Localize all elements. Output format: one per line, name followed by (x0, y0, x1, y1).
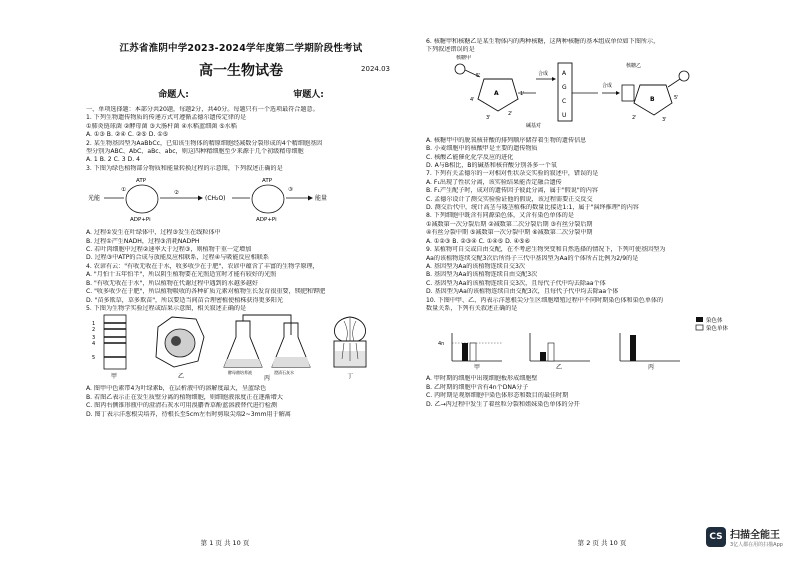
q5-option-b: B. 若图乙表示正在发生质壁分离的植物细胞，则细胞液浓度正在逐渐增大 (86, 393, 283, 401)
q6-option-a: A. 核糖甲中的脱氧核苷酸的排列顺序储存着生物的遗传信息 (426, 136, 587, 144)
reviewer-label: 审题人: (293, 90, 324, 100)
q2-stem-1: 2. 某生物基因型为AaBbCc，已知该生物体的精原细胞经减数分裂形成的4个精细胞基因 (86, 139, 323, 147)
step-1-label: ① (121, 187, 126, 194)
arrow-head-right (616, 91, 620, 95)
step-3-label: ③ (288, 187, 293, 194)
q6-nucleotide-diagram (426, 55, 746, 133)
cycle-2-top (252, 185, 284, 199)
onion-lines (344, 318, 356, 341)
flask-right-liquid (272, 357, 310, 367)
energy-label: 能量 (315, 195, 328, 203)
setter-label: 命题人: (158, 90, 189, 100)
fig-bing-label: 丙 (264, 375, 271, 382)
q3-option-d: D. 过程③中ATP的合成与放能反应相联系，过程④与吸能反应相联系 (86, 254, 269, 262)
adp-label-1: ADP+Pi (130, 217, 151, 224)
q6-stem (426, 38, 754, 55)
band-number-4: 4 (92, 341, 96, 348)
q5-option-c: C. 图丙右侧锥形瓶中的澄清石灰水可用溴麝香草酚蓝溶液替代进行检测 (86, 402, 277, 410)
q8-stem: 8. 下列细胞中既含有同源染色体，又含有染色单体的是 (426, 212, 574, 220)
legend-swatch-chromatid (696, 325, 703, 330)
section-heading: 一、单项选择题：本部分共20题，每题2分，共40分。每题只有一个选项最符合题意。 (86, 106, 319, 113)
q8-items-2: ④有丝分裂中期 ⑤减数第一次分裂中期 ⑥减数第二次分裂中期 (426, 229, 593, 237)
legend-chromatid: 染色单体 (706, 326, 729, 333)
light-label: 光能 (88, 195, 101, 203)
sugar-b-letter: B (650, 95, 655, 103)
left-4prime: 4' (470, 96, 475, 103)
q5-experiment-figure (86, 313, 396, 381)
right-page-footer: 第 2 页 共 10 页 (577, 539, 627, 547)
atp-label-2: ATP (262, 178, 273, 185)
scanner-tagline: 3亿人都在用的扫描App (730, 542, 783, 548)
band-number-3: 3 (92, 335, 96, 342)
bar-yi-chromatid (548, 343, 554, 361)
q5-stem: 5. 下图为生物学实验过程或结果示意图，相关叙述正确的是 (86, 304, 247, 312)
phosphate-right (679, 71, 689, 81)
q3-stem: 3. 下图为绿色植物部分物质和能量转换过程的示意图，下列叙述正确的是 (86, 164, 283, 172)
bar-bing-chromosome (630, 335, 636, 361)
cell-nucleus (171, 336, 181, 346)
q9-stem-1: 9. 某植物可自交或自由交配，在不考虑生物突变和自然选择的情况下，下列可使基因型为 (426, 246, 666, 254)
cycle-2-bottom (252, 199, 284, 213)
sugar-label: (CH₂O) (205, 195, 226, 203)
q7-option-d: D. 测交后代中，统计高茎与矮茎植株的数量比接近1:1，属于"演绎推理"的内容 (426, 204, 639, 212)
base-1: A (562, 69, 567, 77)
atp-label-1: ATP (136, 178, 147, 185)
q7-option-a: A. F₁出现了性状分离，该实验结果能否定融合遗传 (426, 178, 562, 186)
q9-stem-2: Aa的该植物连续交配3次后所得子三代中基因型为Aa的个体所占比例为2/9的是 (426, 254, 639, 262)
adp-label-2: ADP+Pi (256, 217, 277, 224)
legend-swatch-chromosome (696, 317, 703, 322)
q10-options (426, 375, 754, 409)
fig-ding-label: 丁 (347, 373, 354, 381)
step-2-label: ② (174, 190, 179, 197)
left-2prime: 2' (508, 110, 513, 117)
arrow-head-1 (198, 196, 203, 201)
q10-option-b: B. 乙时期的细胞中含有4n个DNA分子 (426, 383, 529, 391)
scanner-watermark (706, 526, 783, 548)
q10-stem-1: 10. 下图中甲、乙、丙表示洋葱根尖分生区细胞增殖过程中不同时期染色体和染色单体的 (426, 296, 664, 304)
scanner-text (730, 526, 783, 548)
q7-option-c: C. 孟德尔设计了测交实验验证他的假说，该过程需要正交反交 (426, 195, 593, 203)
sugar-b-caption: 核糖乙 (626, 62, 642, 69)
right-3prime: 3' (662, 116, 667, 123)
base-pair-label: 碱基对 (526, 122, 542, 129)
sugar-a-letter: A (494, 89, 499, 97)
synth-label: 合成 (538, 70, 549, 77)
flask-left-liquid (224, 359, 262, 367)
scanner-app-name: 扫描全能王 (730, 530, 780, 541)
label-yi: 乙 (556, 364, 563, 372)
scanner-logo-icon: CS (706, 527, 726, 547)
q10-option-a: A. 甲时期的细胞中出现细胞板形成细胞壁 (426, 375, 538, 383)
label-bing: 丙 (648, 364, 655, 372)
exam-title-text: 高一生物试卷 (199, 63, 283, 79)
q3-option-a: A. 过程①发生在叶绿体中，过程③发生在线粒体中 (86, 229, 221, 237)
questions-1-3 (86, 106, 396, 173)
q6-option-d: D. A与B相比，B的碱基和核苷酸分别各多一个氧 (426, 162, 557, 170)
cycle-1-top (126, 185, 158, 199)
left-page-footer: 第 1 页 共 10 页 (200, 539, 250, 547)
q3-option-b: B. 过程①产生NADH，过程③消耗NADPH (86, 237, 200, 245)
questions-6-10 (426, 137, 754, 314)
q2-options: A. 1 B. 2 C. 3 D. 4 (86, 156, 141, 164)
phosphate-bond-right (668, 79, 680, 87)
fig-jia-label: 甲 (111, 373, 118, 381)
band-number-2: 2 (92, 327, 96, 334)
base-box-right (622, 85, 634, 101)
school-title: 江苏省淮阴中学2023-2024学年度第二学期阶段性考试 (119, 43, 363, 54)
q1-items: ①肺炎链球菌 ②酵母菌 ③大肠杆菌 ④水稻蓝细菌 ⑤水稻 (86, 122, 237, 130)
arrow-head-2 (308, 196, 313, 201)
bar-yi-chromosome (540, 352, 546, 361)
q4-stem: 4. 农谚有云："有收无收在于水，收多收少在于肥"，农谚中蕴含了丰富的生物学原理， (86, 262, 319, 270)
q6-stem-1: 6. 核糖甲和核糖乙是某生物体内的两种核糖，这两种核糖的基本组成单位如下图所示， (426, 38, 660, 45)
left-3prime: 3' (486, 114, 491, 121)
q10-option-d: D. 乙→丙过程中发生了着丝粒分裂和姐妹染色单体的分开 (426, 400, 580, 408)
q6-option-c: C. 核酸乙能催化化学反应的进化 (426, 153, 514, 161)
q3-energy-diagram (86, 173, 396, 225)
q3-option-c: C. 若叶肉细胞中过程②速率大于过程③，则植物干重一定增加 (86, 246, 252, 254)
q9-option-b: B. 基因型为Aa的该植物连续自由交配3次 (426, 271, 538, 279)
author-row (86, 87, 396, 100)
right-5prime: 5' (674, 94, 679, 101)
legend-chromosome: 染色体 (706, 318, 723, 325)
questions-3-5 (86, 229, 396, 313)
q6-stem-2: 下列叙述错误的是 (426, 46, 475, 54)
q9-option-d: D. 基因型为Aa的该植物连续自由交配3次，且每代子代中均去除aa个体 (426, 288, 619, 296)
flask-left-label: 酵母菌培养液 (228, 370, 252, 376)
synth-label-right: 合成 (602, 82, 613, 89)
exam-date: 2024.03 (361, 65, 390, 73)
label-jia: 甲 (474, 364, 481, 372)
q4-option-c: C. "收多收少在于肥"，所以植物吸收的各种矿质元素对植物生长发育很重要，镁肥和钾肥 (86, 288, 326, 296)
q8-options: A. ①②③ B. ②③④ C. ①④⑤ D. ④⑤⑥ (426, 237, 531, 245)
phosphate-left (455, 64, 465, 74)
q5-option-a: A. 图甲中色素带4为叶绿素b，在层析液中的溶解度最大，呈蓝绿色 (86, 385, 267, 393)
q7-option-b: B. F₁产生配子时，成对的遗传因子彼此分离，属于"假说"的内容 (426, 187, 598, 195)
cycle-1-bottom (126, 199, 158, 213)
q4-option-a: A. "月怕十五年怕半"，所以阴生植物要在光照适宜时才能有较好的光照 (86, 271, 277, 279)
right-2prime: 2' (632, 114, 637, 121)
right-page (410, 0, 794, 561)
base-2: G (562, 83, 567, 91)
left-5prime: 5' (476, 72, 481, 79)
q4-option-b: B. "有收无收在于水"，所以植物在代谢过程中遇到的水越多越好 (86, 279, 259, 287)
q5-options (86, 385, 396, 419)
base-3: C (562, 97, 567, 105)
bar-jia-chromosome (462, 343, 468, 361)
q10-option-c: C. 丙时期是观察细胞中染色体形态和数目的最佳时期 (426, 392, 569, 400)
band-number-1: 1 (92, 321, 96, 328)
q7-stem: 7. 下列有关孟德尔的一对相对性状杂交实验的叙述中，错误的是 (426, 170, 599, 178)
bar-jia-chromatid (470, 343, 476, 361)
q10-bar-chart (426, 313, 746, 371)
q5-option-d: D. 图丁表示洋葱根尖培养，待根长至5cm左右时剪取尖端2~3mm用于解离 (86, 410, 291, 418)
q4-option-d: D. "苗多欺草，草多欺苗"，所以要适当间苗合理密植使植株获得更多阳光 (86, 296, 283, 304)
q6-option-b: B. 小麦细胞中的核酸甲是主要的遗传物质 (426, 145, 538, 153)
q9-option-c: C. 基因型为Aa的该植物连续自交3次，且每代子代中均去除aa个体 (426, 279, 606, 287)
q1-stem: 1. 下列生物遗传物质的传递方式可遵循孟德尔遗传定律的是 (86, 114, 247, 122)
q9-option-a: A. 基因型为Aa的该植物连续自交3次 (426, 262, 525, 270)
q2-stem-2: 型分别为ABC、AbC、aBc、abc，则这四种精细胞至少来源于几个初级精母细胞 (86, 148, 304, 156)
fig-yi-label: 乙 (178, 373, 185, 381)
synth-arrow-head (552, 77, 556, 81)
base-4: U (562, 111, 567, 119)
q8-items-1: ①减数第一次分裂后期 ②减数第二次分裂后期 ③有丝分裂后期 (426, 220, 593, 228)
sugar-a-caption: 核糖甲 (456, 54, 472, 61)
band-number-5: 5 (92, 355, 96, 362)
exam-title (86, 60, 396, 80)
q10-stem-2: 数量关系，下列有关叙述正确的是 (426, 304, 518, 312)
q1-options: A. ①③ B. ②④ C. ②⑤ D. ①⑤ (86, 131, 169, 139)
left-1prime: 1' (520, 90, 525, 97)
value-label-jia: 4n (438, 341, 445, 348)
flask-right-label: 澄清石灰水 (274, 370, 294, 376)
